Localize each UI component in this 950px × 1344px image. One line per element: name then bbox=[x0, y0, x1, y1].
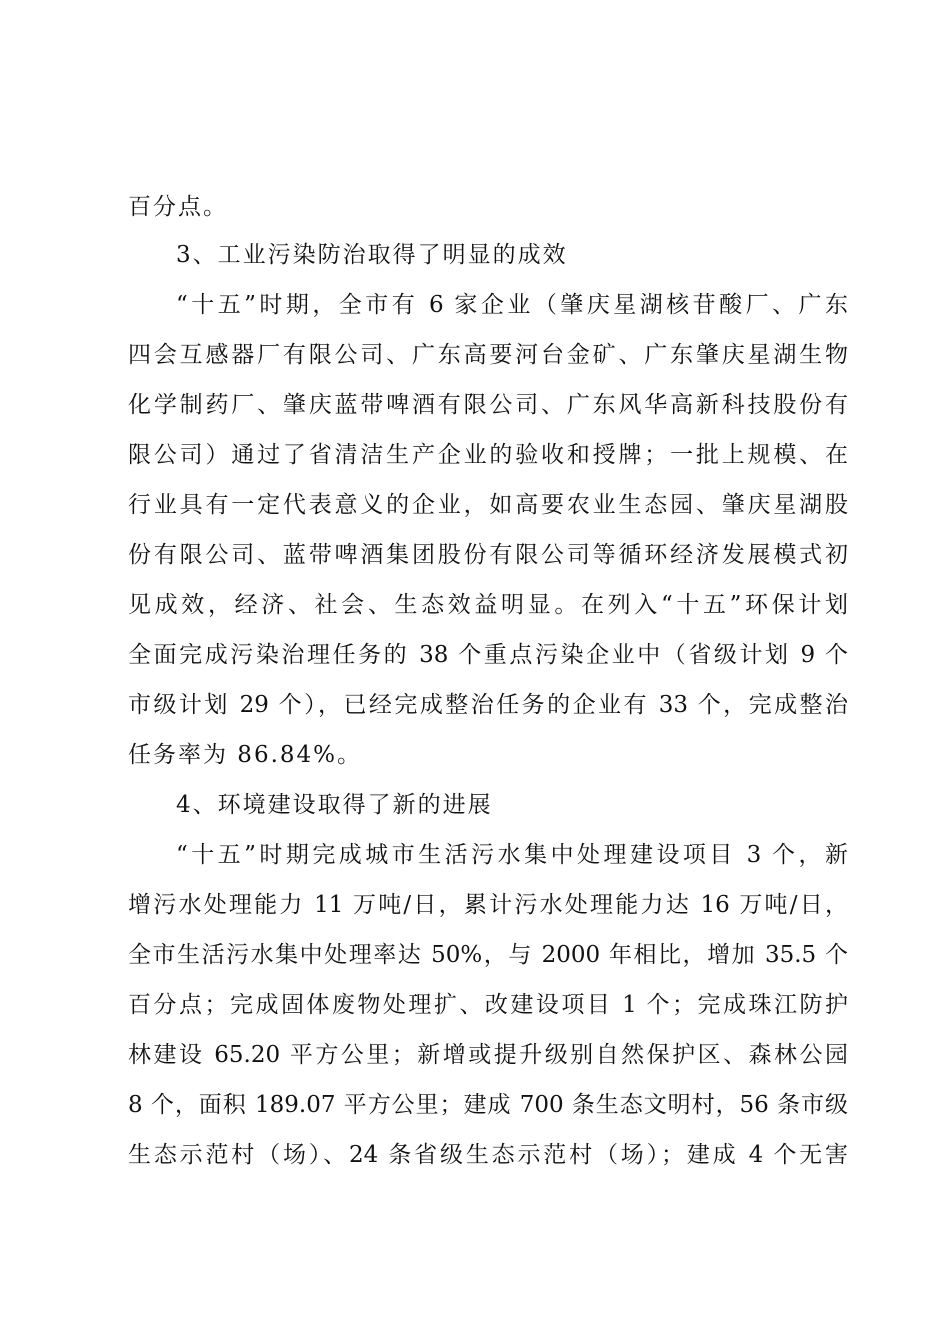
text-line-4: 四会互感器厂有限公司、广东高要河台金矿、广东肇庆星湖生物 bbox=[128, 342, 848, 368]
text-line-1: 百分点。 bbox=[128, 194, 228, 220]
text-line-5: 化学制药厂、肇庆蓝带啤酒有限公司、广东风华高新科技股份有 bbox=[128, 392, 848, 418]
text-line-16: 全市生活污水集中处理率达 50%，与 2000 年相比，增加 35.5 个 bbox=[128, 942, 848, 968]
section-heading-4: 4、环境建设取得了新的进展 bbox=[176, 792, 493, 818]
section-heading-3: 3、工业污染防治取得了明显的成效 bbox=[176, 242, 568, 268]
text-line-19: 8 个，面积 189.07 平方公里；建成 700 条生态文明村，56 条市级 bbox=[128, 1092, 848, 1118]
text-line-20: 生态示范村（场）、24 条省级生态示范村（场）；建成 4 个无害 bbox=[128, 1142, 848, 1168]
text-line-3: “十五”时期，全市有 6 家企业（肇庆星湖核苷酸厂、广东 bbox=[176, 292, 848, 318]
text-line-14: “十五”时期完成城市生活污水集中处理建设项目 3 个，新 bbox=[176, 842, 848, 868]
text-line-6: 限公司）通过了省清洁生产企业的验收和授牌；一批上规模、在 bbox=[128, 442, 848, 468]
text-line-18: 林建设 65.20 平方公里；新增或提升级别自然保护区、森林公园 bbox=[128, 1042, 848, 1068]
text-line-11: 市级计划 29 个），已经完成整治任务的企业有 33 个，完成整治 bbox=[128, 692, 848, 718]
text-line-12: 任务率为 86.84%。 bbox=[128, 742, 363, 768]
text-line-7: 行业具有一定代表意义的企业，如高要农业生态园、肇庆星湖股 bbox=[128, 492, 848, 518]
text-line-8: 份有限公司、蓝带啤酒集团股份有限公司等循环经济发展模式初 bbox=[128, 542, 848, 568]
text-line-10: 全面完成污染治理任务的 38 个重点污染企业中（省级计划 9 个 bbox=[128, 642, 848, 668]
text-line-15: 增污水处理能力 11 万吨/日，累计污水处理能力达 16 万吨/日， bbox=[128, 892, 848, 918]
text-line-17: 百分点；完成固体废物处理扩、改建设项目 1 个；完成珠江防护 bbox=[128, 992, 848, 1018]
text-line-9: 见成效，经济、社会、生态效益明显。在列入“十五”环保计划 bbox=[128, 592, 848, 618]
